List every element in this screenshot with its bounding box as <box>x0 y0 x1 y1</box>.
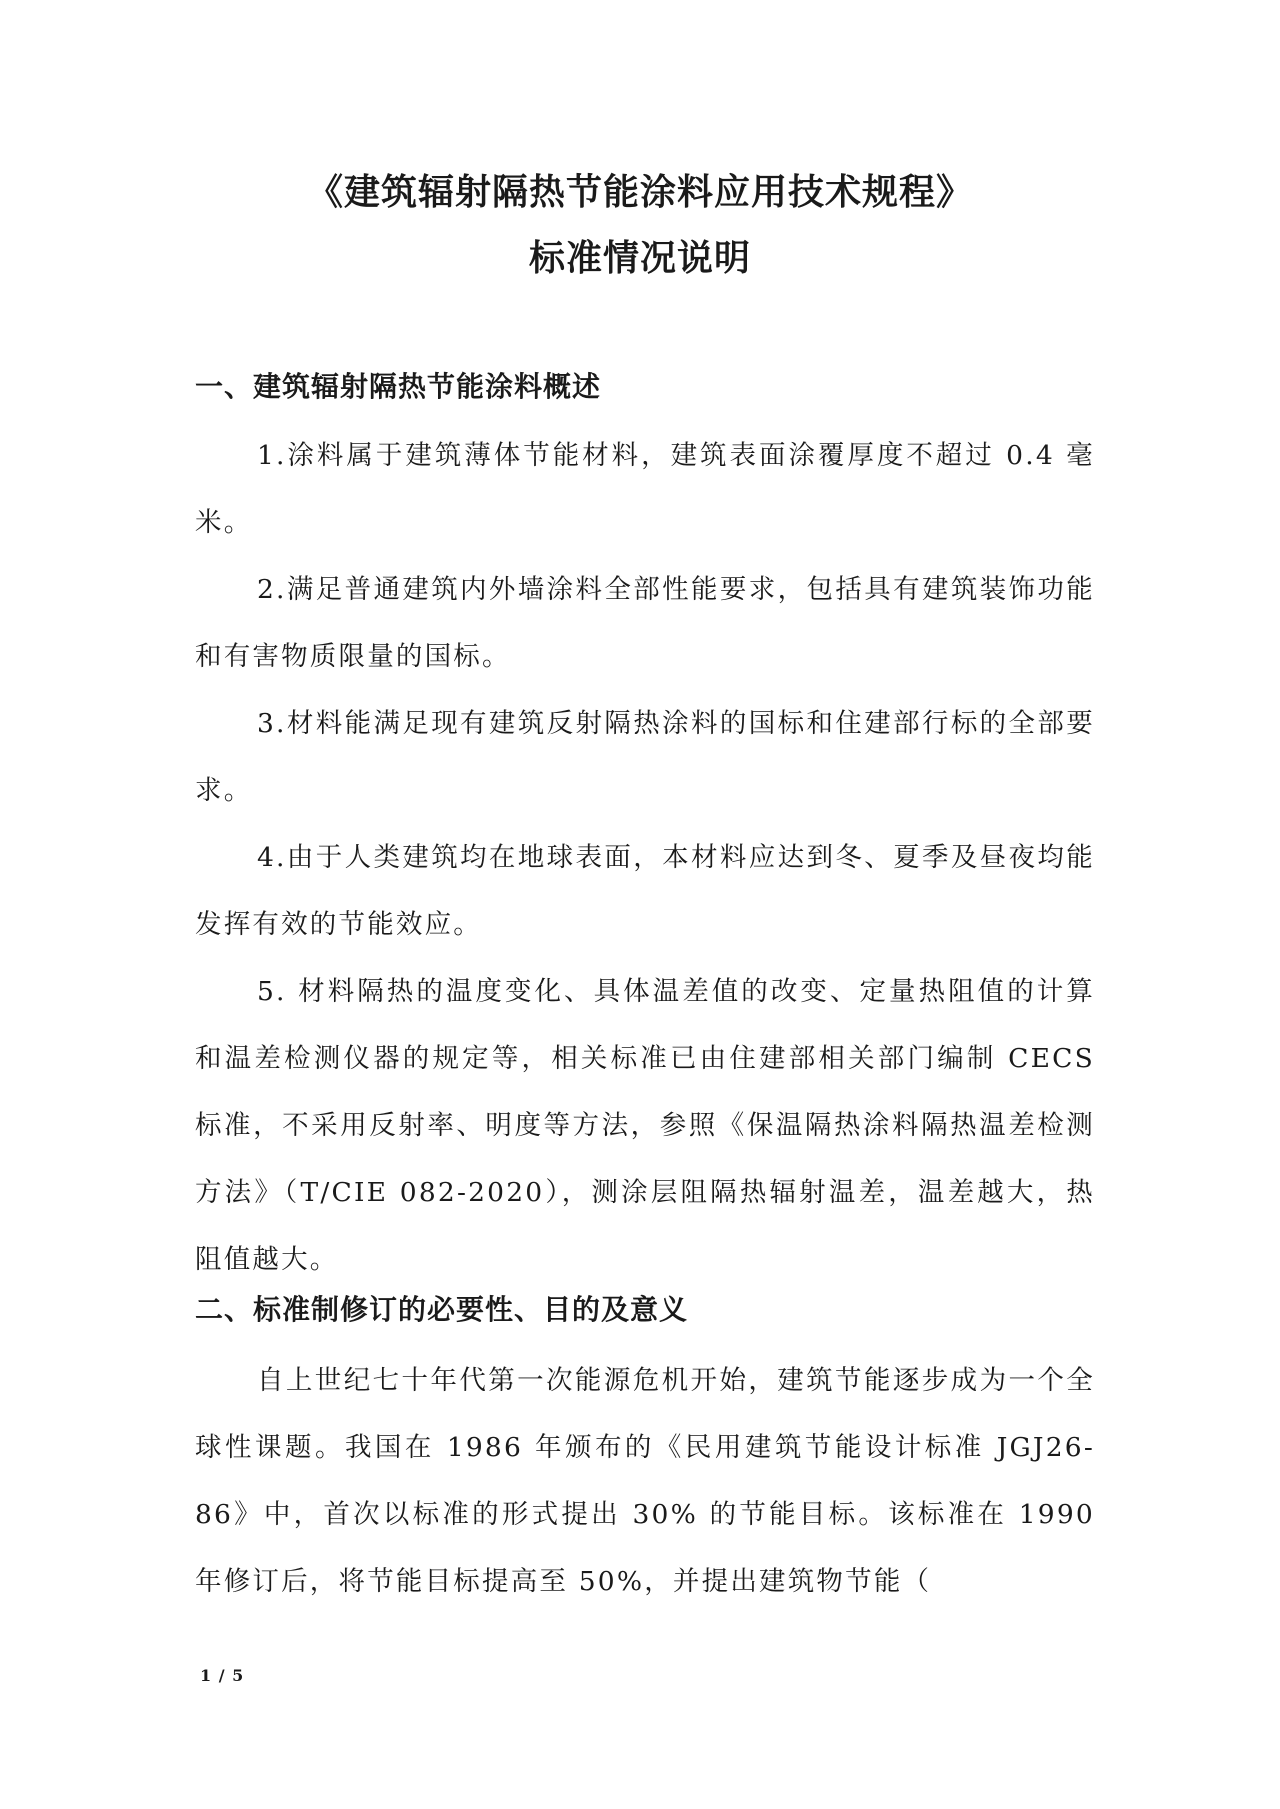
page-indicator: 1 / 5 <box>200 1666 245 1685</box>
paragraph-item-3: 3.材料能满足现有建筑反射隔热涂料的国标和住建部行标的全部要求。 <box>195 708 1095 806</box>
document-body <box>195 370 1095 1615</box>
document-subtitle: 标准情况说明 <box>528 238 751 279</box>
paragraph-item-4: 4.由于人类建筑均在地球表面，本材料应达到冬、夏季及昼夜均能发挥有效的节能效应。 <box>195 842 1095 940</box>
paragraph-necessity: 自上世纪七十年代第一次能源危机开始，建筑节能逐步成为一个全球性课题。我国在 1986 年颁布的《民用建筑节能设计标准 JGJ26-86》中，首次以标准的形式提出 30% 的节能目标。该标准在 1990 年修订后，将节能目标提高至 50%，并提出建筑物节能（ <box>195 1365 1095 1597</box>
paragraph-item-5: 5. 材料隔热的温度变化、具体温差值的改变、定量热阻值的计算和温差检测仪器的规定等，相关标准已由住建部相关部门编制 CECS 标准，不采用反射率、明度等方法，参照《保温隔热涂料隔热温差检测方法》（T/CIE 082-2020），测涂层阻隔热辐射温差，温差越大，热阻值越大。 <box>195 976 1095 1275</box>
paragraph-item-1: 1.涂料属于建筑薄体节能材料，建筑表面涂覆厚度不超过 0.4 毫米。 <box>195 440 1095 538</box>
paragraph-item-2: 2.满足普通建筑内外墙涂料全部性能要求，包括具有建筑装饰功能 和有害物质限量的国标。 <box>195 574 1095 672</box>
document-title: 《建筑辐射隔热节能涂料应用技术规程》 <box>306 172 973 213</box>
section-heading-overview: 一、建筑辐射隔热节能涂料概述 <box>195 370 602 403</box>
section-heading-necessity: 二、标准制修订的必要性、目的及意义 <box>195 1293 689 1326</box>
document-title-block <box>0 160 1280 292</box>
